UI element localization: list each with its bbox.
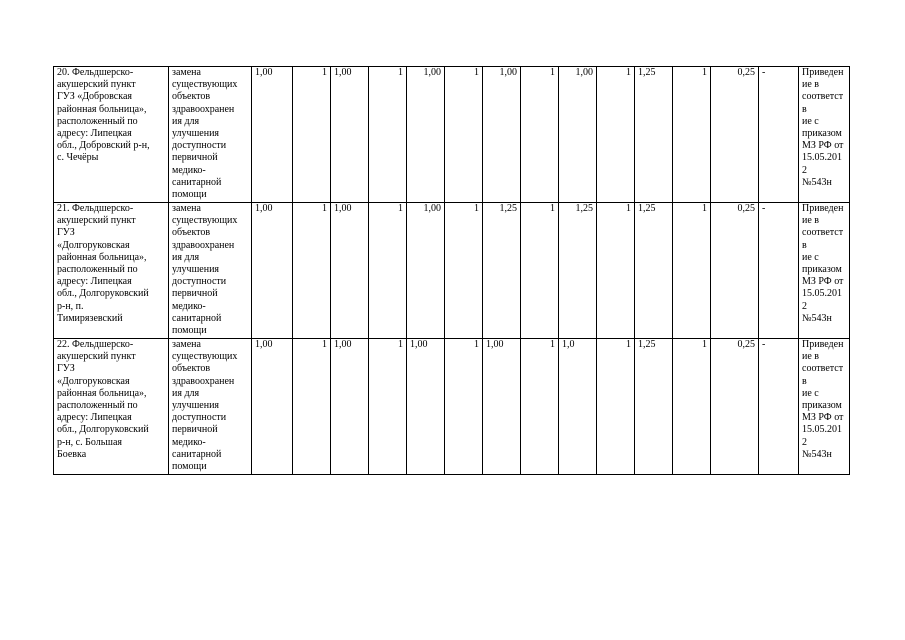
table-row xyxy=(54,203,850,339)
count-cell-2: 1 xyxy=(369,203,407,339)
value-cell-3: 1,00 xyxy=(407,339,445,475)
dash-cell: - xyxy=(759,203,799,339)
dash-cell: - xyxy=(759,67,799,203)
dash-cell: - xyxy=(759,339,799,475)
note-cell: Приведен ие в соответств ие с приказом МЗ РФ от 15.05.2012 №543н xyxy=(799,203,850,339)
count-cell-6: 1 xyxy=(673,203,711,339)
count-cell-3: 1 xyxy=(445,339,483,475)
value-cell-4: 1,00 xyxy=(483,339,521,475)
value-cell-6: 1,25 xyxy=(635,203,673,339)
table-row xyxy=(54,339,850,475)
count-cell-5: 1 xyxy=(597,339,635,475)
count-cell-6: 1 xyxy=(673,67,711,203)
value-cell-5: 1,25 xyxy=(559,203,597,339)
value-cell-7: 0,25 xyxy=(711,203,759,339)
value-cell-4: 1,00 xyxy=(483,67,521,203)
count-cell-2: 1 xyxy=(369,339,407,475)
value-cell-7: 0,25 xyxy=(711,339,759,475)
value-cell-4: 1,25 xyxy=(483,203,521,339)
count-cell-1: 1 xyxy=(293,339,331,475)
count-cell-4: 1 xyxy=(521,67,559,203)
value-cell-3: 1,00 xyxy=(407,203,445,339)
purpose-cell: замена существующих объектов здравоохранен ия для улучшения доступности первичной медико- санитарной помощи xyxy=(169,67,252,203)
value-cell-6: 1,25 xyxy=(635,67,673,203)
value-cell-1: 1,00 xyxy=(252,203,293,339)
count-cell-3: 1 xyxy=(445,67,483,203)
count-cell-1: 1 xyxy=(293,203,331,339)
value-cell-2: 1,00 xyxy=(331,339,369,475)
facility-name-cell: 22. Фельдшерско- акушерский пункт ГУЗ «Долгоруковская районная больница», расположенный по адресу: Липецкая обл., Долгоруковский р-н, с. Большая Боевка xyxy=(54,339,169,475)
value-cell-2: 1,00 xyxy=(331,67,369,203)
count-cell-5: 1 xyxy=(597,67,635,203)
facility-name-cell: 21. Фельдшерско- акушерский пункт ГУЗ «Долгоруковская районная больница», расположенный по адресу: Липецкая обл., Долгоруковский р-н, п. Тимирязевский xyxy=(54,203,169,339)
count-cell-5: 1 xyxy=(597,203,635,339)
value-cell-1: 1,00 xyxy=(252,67,293,203)
value-cell-5: 1,0 xyxy=(559,339,597,475)
value-cell-3: 1,00 xyxy=(407,67,445,203)
value-cell-1: 1,00 xyxy=(252,339,293,475)
purpose-cell: замена существующих объектов здравоохранен ия для улучшения доступности первичной медико- санитарной помощи xyxy=(169,203,252,339)
value-cell-5: 1,00 xyxy=(559,67,597,203)
count-cell-4: 1 xyxy=(521,203,559,339)
count-cell-3: 1 xyxy=(445,203,483,339)
note-cell: Приведен ие в соответств ие с приказом МЗ РФ от 15.05.2012 №543н xyxy=(799,67,850,203)
count-cell-4: 1 xyxy=(521,339,559,475)
note-cell: Приведен ие в соответств ие с приказом МЗ РФ от 15.05.2012 №543н xyxy=(799,339,850,475)
facilities-table xyxy=(53,66,850,475)
value-cell-6: 1,25 xyxy=(635,339,673,475)
table-row xyxy=(54,67,850,203)
value-cell-7: 0,25 xyxy=(711,67,759,203)
purpose-cell: замена существующих объектов здравоохранен ия для улучшения доступности первичной медико- санитарной помощи xyxy=(169,339,252,475)
count-cell-2: 1 xyxy=(369,67,407,203)
value-cell-2: 1,00 xyxy=(331,203,369,339)
count-cell-6: 1 xyxy=(673,339,711,475)
facility-name-cell: 20. Фельдшерско- акушерский пункт ГУЗ «Добровская районная больница», расположенный по адресу: Липецкая обл., Добровский р-н, с. Чечёры xyxy=(54,67,169,203)
count-cell-1: 1 xyxy=(293,67,331,203)
